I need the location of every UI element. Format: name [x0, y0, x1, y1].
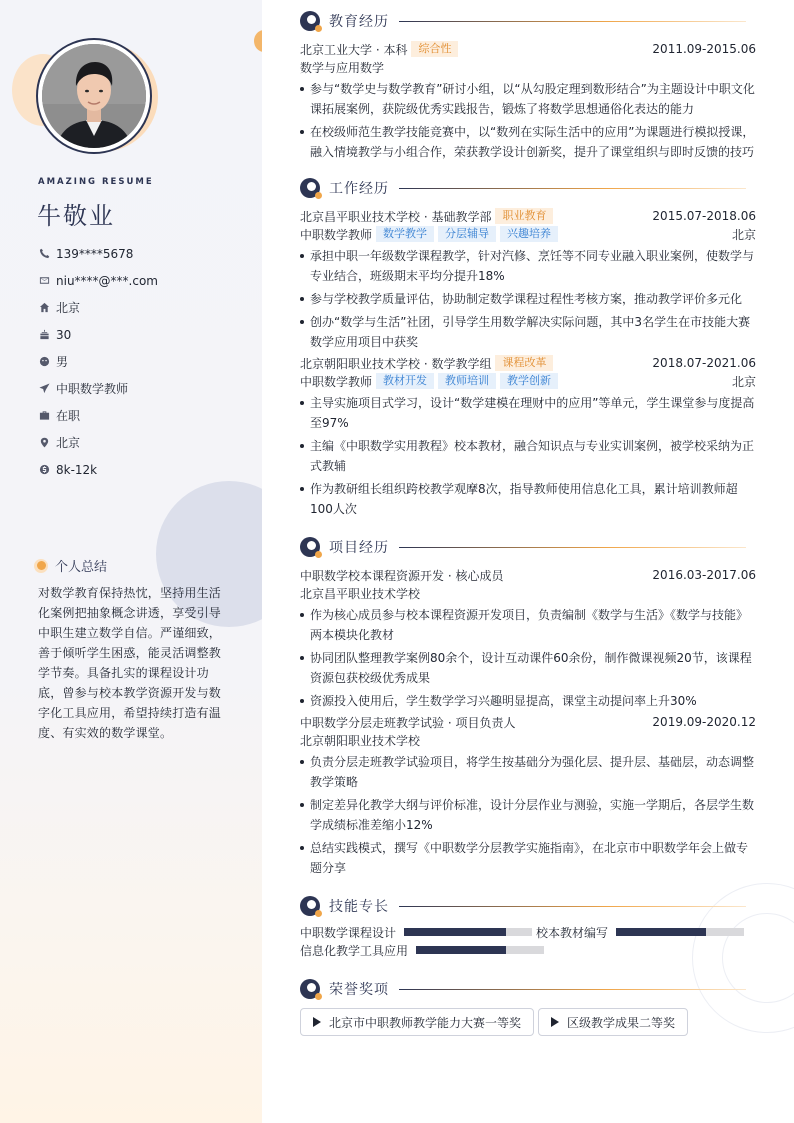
list-item: 主编《中职数学实用教程》校本教材，融合知识点与专业实训案例，被学校采纳为正式教辅	[300, 436, 756, 476]
info-gender: 男	[38, 348, 248, 375]
org-name: 北京昌平职业技术学校 · 基础教学部	[300, 209, 492, 224]
skill-item	[300, 924, 536, 941]
project-entry	[300, 713, 756, 878]
info-location: 北京	[38, 429, 248, 456]
avatar-frame	[36, 38, 158, 160]
role-tag: 数学教学	[376, 226, 434, 242]
list-item: 创办“数学与生活”社团，引导学生用数学解决实际问题，其中3名学生在市技能大赛数学应用项目中获奖	[300, 312, 756, 352]
section-heading: 技能专长	[300, 895, 756, 917]
project-name: 中职数学分层走班教学试验 · 项目负责人	[300, 715, 516, 730]
role-tag: 教师培训	[438, 373, 496, 389]
projects-section	[300, 536, 756, 878]
award-list	[300, 1008, 756, 1036]
bullet-list	[300, 393, 756, 519]
location-icon	[38, 437, 50, 449]
award-badge: 区级教学成果二等奖	[538, 1008, 688, 1036]
list-item: 总结实践模式，撰写《中职数学分层教学实施指南》，在北京市中职数学年会上做专题分享	[300, 838, 756, 878]
org-name: 北京朝阳职业技术学校 · 数学教学组	[300, 356, 492, 371]
award-badge: 北京市中职教师教学能力大赛一等奖	[300, 1008, 534, 1036]
role-tag: 教材开发	[376, 373, 434, 389]
org-tag: 职业教育	[495, 208, 553, 224]
list-item: 协同团队整理教学案例80余个，设计互动课件60余份，制作微课视频20节，该课程资源包获校级优秀成果	[300, 648, 756, 688]
info-phone: 139****5678	[38, 240, 248, 267]
skill-fill	[616, 928, 706, 936]
resume-tagline: AMAZING RESUME	[38, 177, 154, 187]
bullet-list	[300, 79, 756, 162]
work-entry	[300, 354, 756, 519]
section-icon	[300, 11, 320, 31]
divider	[399, 547, 746, 548]
skill-bar	[416, 946, 544, 954]
bullet-list	[300, 752, 756, 878]
role: 中职数学教师	[300, 227, 373, 242]
salary-icon	[38, 464, 50, 476]
briefcase-icon	[38, 410, 50, 422]
skill-fill	[404, 928, 506, 936]
section-heading: 项目经历	[300, 536, 756, 558]
cake-icon	[38, 329, 50, 341]
project-name: 中职数学校本课程资源开发 · 核心成员	[300, 568, 504, 583]
summary-text: 对数学教育保持热忱，坚持用生活化案例把抽象概念讲透，享受引导中职生建立数学自信。严谨细致，善于倾听学生困惑，能灵活调整教学节奏。具备扎实的课程设计功底，曾参与校本教学资源开发与数字化工具应用，希望持续打造有温度、有实效的数学课堂。	[38, 586, 222, 740]
play-icon	[551, 1017, 559, 1027]
list-item: 制定差异化教学大纲与评价标准，设计分层作业与测验，实施一学期后，各层学生数学成绩标准差缩小12%	[300, 795, 756, 835]
project-entry	[300, 566, 756, 711]
honors-section	[300, 978, 756, 1036]
skill-bar	[616, 928, 744, 936]
divider	[399, 188, 746, 189]
list-item: 承担中职一年级数学课程教学，针对汽修、烹饪等不同专业融入职业案例，使数学与专业结合，班级期末平均分提升18%	[300, 246, 756, 286]
org-tag: 课程改革	[495, 355, 553, 371]
role-tag: 教学创新	[500, 373, 558, 389]
decorative-dot	[254, 30, 262, 52]
work-entry	[300, 207, 756, 352]
entry-date: 2015.07-2018.06	[652, 209, 756, 223]
section-icon	[300, 178, 320, 198]
city: 北京	[731, 227, 756, 242]
send-icon	[38, 383, 50, 395]
role-tag: 分层辅导	[438, 226, 496, 242]
skill-list	[300, 923, 756, 959]
avatar	[42, 44, 146, 148]
education-entry	[300, 40, 756, 162]
bullet-list	[300, 605, 756, 711]
section-icon	[300, 537, 320, 557]
skill-bar	[404, 928, 532, 936]
list-item: 主导实施项目式学习，设计“数学建模在理财中的应用”等单元，学生课堂参与度提高至97%	[300, 393, 756, 433]
sidebar	[0, 0, 262, 1123]
role: 中职数学教师	[300, 374, 373, 389]
work-section	[300, 177, 756, 519]
school-tag: 综合性	[411, 41, 458, 57]
decorative-arc	[258, 296, 262, 310]
info-age: 30	[38, 321, 248, 348]
education-section	[300, 10, 756, 162]
entry-date: 2011.09-2015.06	[652, 42, 756, 56]
project-org: 北京昌平职业技术学校	[300, 586, 421, 601]
info-status: 在职	[38, 402, 248, 429]
dot-icon	[34, 559, 48, 573]
skills-section	[300, 895, 756, 959]
divider	[399, 21, 746, 22]
list-item: 资源投入使用后，学生数学学习兴趣明显提高，课堂主动提问率上升30%	[300, 691, 756, 711]
divider	[399, 906, 746, 907]
skill-item	[300, 942, 544, 959]
mail-icon	[38, 275, 50, 287]
entry-date: 2019.09-2020.12	[652, 715, 756, 729]
info-salary: 8k-12k	[38, 456, 248, 483]
major: 数学与应用数学	[300, 60, 385, 75]
contact-info-list	[38, 240, 248, 483]
section-icon	[300, 979, 320, 999]
divider	[399, 989, 746, 990]
skill-name: 中职数学课程设计	[300, 925, 397, 940]
candidate-name: 牛敬业	[37, 202, 115, 230]
list-item: 参与“数学史与数学教育”研讨小组，以“从勾股定理到数形结合”为主题设计中职文化课拓展案例，获院级优秀实践报告，锻炼了将数学思想通俗化表达的能力	[300, 79, 756, 119]
entry-date: 2016.03-2017.06	[652, 568, 756, 582]
skill-name: 信息化教学工具应用	[300, 943, 409, 958]
role-tag: 兴趣培养	[500, 226, 558, 242]
summary-heading: 个人总结	[34, 556, 107, 575]
info-email: niu****@***.com	[38, 267, 248, 294]
list-item: 作为核心成员参与校本课程资源开发项目，负责编制《数学与生活》《数学与技能》两本模块化教材	[300, 605, 756, 645]
school-name: 北京工业大学 · 本科	[300, 42, 408, 57]
list-item: 负责分层走班教学试验项目，将学生按基础分为强化层、提升层、基础层，动态调整教学策略	[300, 752, 756, 792]
skill-fill	[416, 946, 506, 954]
section-heading: 教育经历	[300, 10, 756, 32]
list-item: 作为教研组长组织跨校教学观摩8次，指导教师使用信息化工具，累计培训教师超100人次	[300, 479, 756, 519]
info-home: 北京	[38, 294, 248, 321]
entry-date: 2018.07-2021.06	[652, 356, 756, 370]
project-org: 北京朝阳职业技术学校	[300, 733, 421, 748]
home-icon	[38, 302, 50, 314]
section-icon	[300, 896, 320, 916]
phone-icon	[38, 248, 50, 260]
city: 北京	[731, 374, 756, 389]
play-icon	[313, 1017, 321, 1027]
list-item: 在校级师范生教学技能竞赛中，以“数列在实际生活中的应用”为课题进行模拟授课，融入情境教学与小组合作，荣获教学设计创新奖，提升了课堂组织与即时反馈的技巧	[300, 122, 756, 162]
section-heading: 工作经历	[300, 177, 756, 199]
gender-icon	[38, 356, 50, 368]
skill-item	[536, 924, 744, 941]
skill-name: 校本教材编写	[536, 925, 609, 940]
section-heading: 荣誉奖项	[300, 978, 756, 1000]
list-item: 参与学校教学质量评估，协助制定数学课程过程性考核方案，推动教学评价多元化	[300, 289, 756, 309]
bullet-list	[300, 246, 756, 352]
info-position: 中职数学教师	[38, 375, 248, 402]
